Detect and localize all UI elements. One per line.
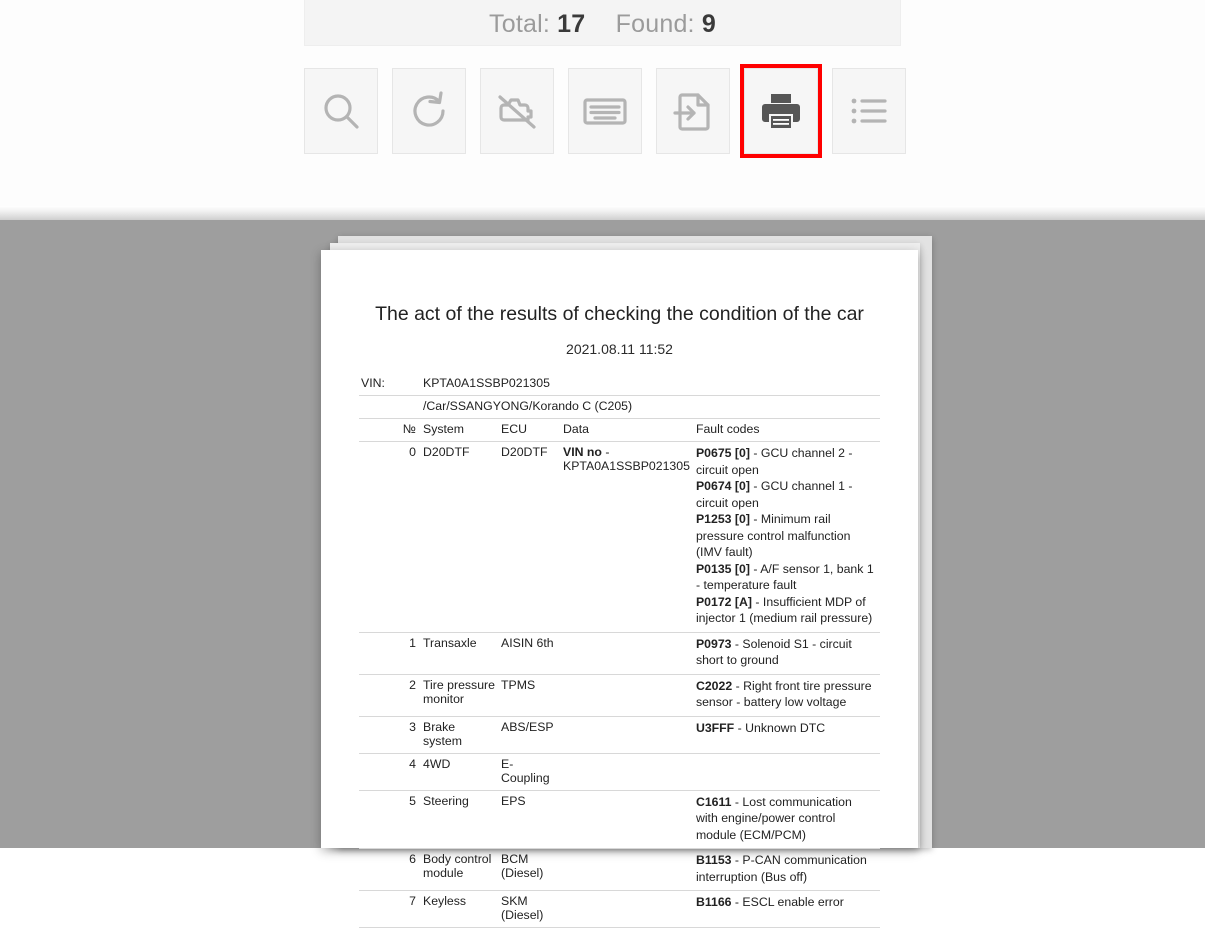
- fault-entry: [696, 678, 876, 711]
- vin-row: [359, 373, 880, 396]
- row-system: Steering: [421, 790, 499, 849]
- fault-entry: [696, 561, 876, 594]
- list-view-button[interactable]: [832, 68, 906, 154]
- row-data-dash: -: [605, 445, 610, 459]
- list-icon: [848, 94, 890, 128]
- refresh-icon: [407, 89, 451, 133]
- fault-code: C2022: [695, 678, 733, 693]
- table-row: [359, 891, 880, 928]
- fault-text: - Unknown DTC: [737, 720, 826, 735]
- scan-summary-bar: [304, 0, 901, 46]
- toolbar: [304, 68, 906, 154]
- table-row: [359, 442, 880, 633]
- vin-label: VIN:: [359, 373, 421, 396]
- col-header-faults: Fault codes: [694, 419, 880, 442]
- table-row: [359, 674, 880, 716]
- total-value: 17: [557, 10, 586, 38]
- fault-entry: [696, 894, 876, 911]
- table-header-row: [359, 419, 880, 442]
- row-data: [561, 849, 694, 891]
- row-system: Keyless: [421, 891, 499, 928]
- fault-code: B1166: [695, 895, 732, 909]
- row-data: [561, 891, 694, 928]
- keyboard-button[interactable]: [568, 68, 642, 154]
- fault-entry: [696, 636, 876, 669]
- clear-faults-icon: [494, 89, 540, 133]
- refresh-button[interactable]: [392, 68, 466, 154]
- row-num: 4: [359, 753, 421, 790]
- row-data: [561, 632, 694, 674]
- fault-entry: [696, 720, 876, 737]
- fault-entry: [696, 478, 876, 511]
- fault-code: P0135 [0]: [695, 561, 750, 576]
- row-faults: [694, 753, 880, 790]
- col-header-ecu: ECU: [499, 419, 561, 442]
- row-faults: [694, 849, 880, 891]
- row-ecu: EPS: [499, 790, 561, 849]
- fault-code: C1611: [695, 794, 732, 809]
- row-data: [561, 442, 694, 633]
- col-header-num: №: [359, 419, 421, 442]
- car-path-row: [359, 396, 880, 419]
- row-data-label: VIN no: [563, 445, 602, 459]
- row-data: [561, 716, 694, 753]
- document-date: 2021.08.11 11:52: [566, 341, 673, 357]
- fault-entry: [696, 794, 876, 844]
- fault-code: P0674 [0]: [695, 479, 750, 493]
- fault-entry: [696, 445, 876, 478]
- fault-text: - Solenoid S1 - circuit short to ground: [695, 636, 852, 667]
- fault-text: - Insufficient MDP of injector 1 (medium rail pressure): [695, 594, 873, 625]
- fault-code: P1253 [0]: [695, 512, 750, 526]
- row-system: Brake system: [421, 716, 499, 753]
- fault-code: P0172 [A]: [695, 594, 752, 609]
- row-ecu: SKM (Diesel): [499, 891, 561, 928]
- col-header-data: Data: [561, 419, 694, 442]
- report-table: [359, 373, 880, 928]
- row-num: 0: [359, 442, 421, 633]
- save-report-button[interactable]: [656, 68, 730, 154]
- row-system: D20DTF: [421, 442, 499, 633]
- row-num: 6: [359, 849, 421, 891]
- fault-entry: [696, 852, 876, 885]
- search-icon: [319, 89, 363, 133]
- car-path-value: /Car/SSANGYONG/Korando C (C205): [421, 396, 880, 419]
- print-icon: [758, 90, 804, 132]
- fault-code: U3FFF: [695, 720, 735, 735]
- fault-text: - A/F sensor 1, bank 1 - temperature fault: [695, 561, 874, 592]
- row-ecu: AISIN 6th: [499, 632, 561, 674]
- row-faults: [694, 790, 880, 849]
- fault-text: - Lost communication with engine/power control module (ECM/PCM): [695, 794, 852, 842]
- found-label: Found:: [615, 10, 695, 38]
- row-data-value: KPTA0A1SSBP021305: [563, 459, 690, 473]
- col-header-system: System: [421, 419, 499, 442]
- keyboard-icon: [582, 94, 628, 128]
- row-num: 2: [359, 674, 421, 716]
- row-num: 7: [359, 891, 421, 928]
- row-faults: [694, 716, 880, 753]
- found-value: 9: [701, 10, 716, 38]
- table-row: [359, 716, 880, 753]
- row-system: Transaxle: [421, 632, 499, 674]
- row-data: [561, 674, 694, 716]
- row-num: 1: [359, 632, 421, 674]
- fault-text: - GCU channel 1 - circuit open: [695, 479, 853, 510]
- row-ecu: BCM (Diesel): [499, 849, 561, 891]
- table-row: [359, 753, 880, 790]
- row-faults: [694, 442, 880, 633]
- document-title: The act of the results of checking the condition of the car: [375, 303, 864, 325]
- save-report-icon: [672, 89, 714, 133]
- fault-text: - ESCL enable error: [734, 895, 844, 909]
- clear-faults-button[interactable]: [480, 68, 554, 154]
- print-button[interactable]: [744, 68, 818, 154]
- fault-text: - P-CAN communication interruption (Bus off): [695, 853, 867, 884]
- fault-text: - GCU channel 2 - circuit open: [695, 446, 853, 477]
- row-faults: [694, 632, 880, 674]
- row-faults: [694, 674, 880, 716]
- table-row: [359, 632, 880, 674]
- fault-text: - Minimum rail pressure control malfunction (IMV fault): [695, 512, 851, 559]
- row-system: Body control module: [421, 849, 499, 891]
- table-row: [359, 849, 880, 891]
- fault-entry: [696, 594, 876, 627]
- row-data: [561, 753, 694, 790]
- row-ecu: E-Coupling: [499, 753, 561, 790]
- search-button[interactable]: [304, 68, 378, 154]
- row-ecu: ABS/ESP: [499, 716, 561, 753]
- row-data: [561, 790, 694, 849]
- row-ecu: D20DTF: [499, 442, 561, 633]
- vin-value: KPTA0A1SSBP021305: [421, 373, 880, 396]
- row-system: Tire pressure monitor: [421, 674, 499, 716]
- table-row: [359, 790, 880, 849]
- row-num: 3: [359, 716, 421, 753]
- panel-divider: [0, 206, 1205, 220]
- row-num: 5: [359, 790, 421, 849]
- fault-text: - Right front tire pressure sensor - battery low voltage: [695, 678, 872, 709]
- scan-summary-text: [489, 10, 716, 39]
- row-ecu: TPMS: [499, 674, 561, 716]
- fault-code: P0675 [0]: [695, 446, 750, 460]
- fault-entry: [696, 511, 876, 561]
- diagnostics-panel: [0, 0, 1205, 212]
- fault-code: B1153: [695, 853, 732, 867]
- row-system: 4WD: [421, 753, 499, 790]
- total-label: Total:: [489, 10, 550, 38]
- document-body: [321, 250, 918, 928]
- print-preview-page[interactable]: [321, 250, 918, 922]
- row-faults: [694, 891, 880, 928]
- fault-code: P0973: [695, 636, 732, 651]
